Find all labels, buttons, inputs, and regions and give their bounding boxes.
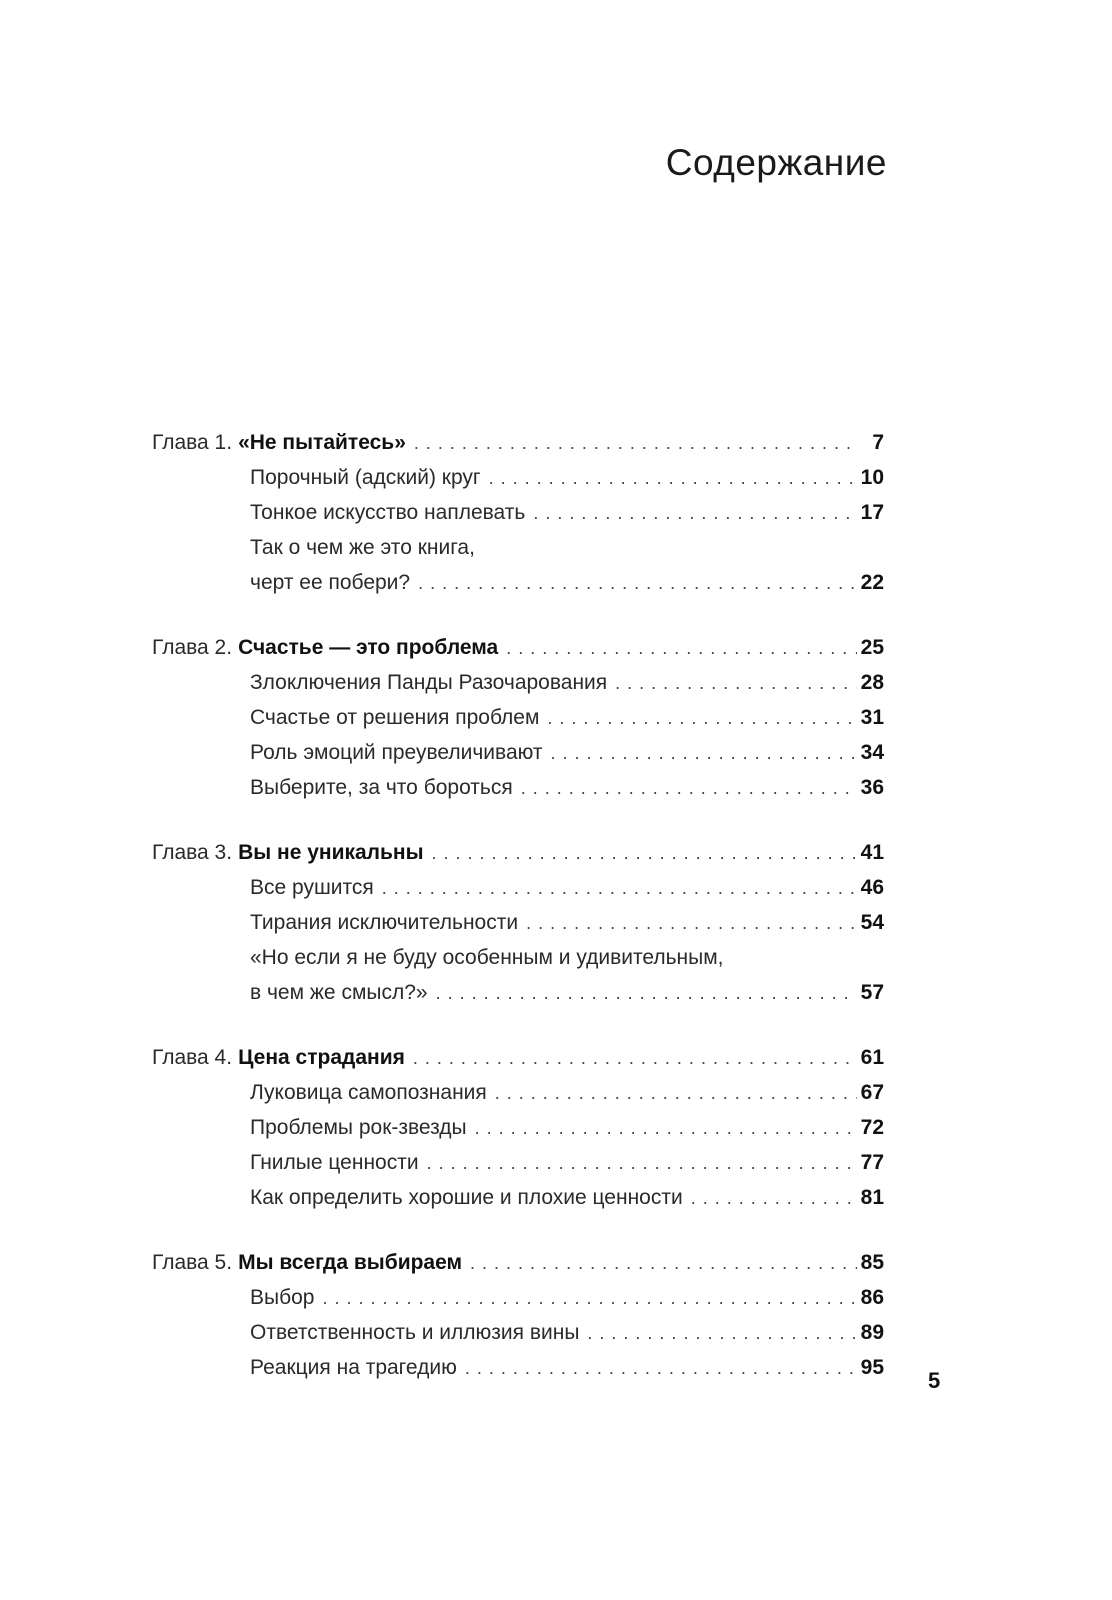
dot-leader	[489, 461, 857, 496]
section-title: Луковица самопознания	[250, 1081, 487, 1104]
dot-leader	[470, 1246, 857, 1281]
page-ref: 36	[860, 776, 884, 799]
dot-leader	[526, 906, 857, 941]
dot-leader	[465, 1351, 857, 1386]
section-entry[interactable]	[152, 975, 884, 1010]
section-title: Тирания исключительности	[250, 911, 519, 934]
chapter-title: «Не пытайтесь»	[238, 431, 406, 454]
chapter-title: Вы не уникальны	[238, 841, 424, 864]
dot-leader	[382, 871, 857, 906]
chapter-4	[152, 1040, 884, 1215]
section-title: Все рушится	[250, 876, 374, 899]
dot-leader	[691, 1181, 857, 1216]
dot-leader	[506, 631, 856, 666]
dot-leader	[475, 1111, 857, 1146]
chapter-heading[interactable]	[152, 1245, 884, 1280]
section-entry[interactable]	[152, 495, 884, 530]
section-entry[interactable]	[152, 1280, 884, 1315]
table-of-contents	[152, 425, 884, 1415]
page-ref: 46	[860, 876, 884, 899]
dot-leader	[418, 566, 857, 601]
page-ref: 22	[860, 571, 884, 594]
section-title: Реакция на трагедию	[250, 1356, 457, 1379]
page-ref: 28	[860, 671, 884, 694]
page-ref: 81	[860, 1186, 884, 1209]
dot-leader	[414, 426, 858, 461]
section-title: Счастье от решения проблем	[250, 706, 540, 729]
dot-leader	[547, 701, 856, 736]
chapter-title: Мы всегда выбираем	[238, 1251, 463, 1274]
chapter-heading[interactable]	[152, 425, 884, 460]
dot-leader	[436, 976, 857, 1011]
page-ref: 25	[860, 636, 884, 659]
page-ref: 34	[860, 741, 884, 764]
chapter-heading[interactable]	[152, 630, 884, 665]
section-entry[interactable]	[152, 870, 884, 905]
chapter-title: Счастье — это проблема	[238, 636, 499, 659]
section-entry[interactable]	[152, 1350, 884, 1385]
page-ref: 89	[860, 1321, 884, 1344]
chapter-label: Глава 2.	[152, 636, 233, 659]
section-title: Как определить хорошие и плохие ценности	[250, 1186, 683, 1209]
section-title: Проблемы рок-звезды	[250, 1116, 467, 1139]
section-entry[interactable]	[152, 1315, 884, 1350]
page-title: Содержание	[665, 142, 887, 183]
section-entry[interactable]	[152, 1110, 884, 1145]
dot-leader	[587, 1316, 856, 1351]
chapter-5	[152, 1245, 884, 1385]
section-title: Тонкое искусство наплевать	[250, 501, 526, 524]
section-entry[interactable]	[152, 460, 884, 495]
section-title-line1: «Но если я не буду особенным и удивительным,	[250, 946, 724, 969]
dot-leader	[432, 836, 857, 871]
page-ref: 17	[860, 501, 884, 524]
chapter-heading[interactable]	[152, 835, 884, 870]
section-title: черт ее побери?	[250, 571, 411, 594]
page-ref: 57	[860, 981, 884, 1004]
page-ref: 61	[860, 1046, 884, 1069]
section-title-line1: Так о чем же это книга,	[250, 536, 475, 559]
page-ref: 10	[860, 466, 884, 489]
chapter-title: Цена страдания	[238, 1046, 405, 1069]
dot-leader	[551, 736, 857, 771]
dot-leader	[521, 771, 857, 806]
dot-leader	[427, 1146, 857, 1181]
dot-leader	[323, 1281, 857, 1316]
section-title: Ответственность и иллюзия вины	[250, 1321, 580, 1344]
page-ref: 85	[860, 1251, 884, 1274]
page-ref: 67	[860, 1081, 884, 1104]
chapter-heading[interactable]	[152, 1040, 884, 1075]
chapter-1	[152, 425, 884, 600]
page-ref: 41	[860, 841, 884, 864]
section-entry[interactable]	[152, 1180, 884, 1215]
section-title: Выберите, за что бороться	[250, 776, 513, 799]
chapter-label: Глава 3.	[152, 841, 233, 864]
page-ref: 95	[860, 1356, 884, 1379]
section-entry-line1[interactable]	[152, 530, 884, 565]
section-title: Гнилые ценности	[250, 1151, 419, 1174]
section-title: Злоключения Панды Разочарования	[250, 671, 608, 694]
section-entry[interactable]	[152, 770, 884, 805]
section-title: в чем же смысл?»	[250, 981, 428, 1004]
page-ref: 7	[872, 431, 884, 454]
section-entry[interactable]	[152, 665, 884, 700]
page-ref: 54	[860, 911, 884, 934]
section-entry[interactable]	[152, 700, 884, 735]
section-entry[interactable]	[152, 565, 884, 600]
section-entry[interactable]	[152, 1145, 884, 1180]
chapter-2	[152, 630, 884, 805]
dot-leader	[413, 1041, 857, 1076]
section-title: Порочный (адский) круг	[250, 466, 481, 489]
section-entry[interactable]	[152, 905, 884, 940]
page-number: 5	[928, 1368, 941, 1393]
chapter-3	[152, 835, 884, 1010]
chapter-label: Глава 5.	[152, 1251, 233, 1274]
page-ref: 86	[860, 1286, 884, 1309]
page-ref: 72	[860, 1116, 884, 1139]
dot-leader	[495, 1076, 857, 1111]
chapter-label: Глава 1.	[152, 431, 233, 454]
section-title: Роль эмоций преувеличивают	[250, 741, 543, 764]
chapter-label: Глава 4.	[152, 1046, 233, 1069]
dot-leader	[533, 496, 856, 531]
dot-leader	[615, 666, 856, 701]
page-ref: 31	[860, 706, 884, 729]
section-entry[interactable]	[152, 1075, 884, 1110]
page-ref: 77	[860, 1151, 884, 1174]
section-title: Выбор	[250, 1286, 315, 1309]
section-entry[interactable]	[152, 735, 884, 770]
section-entry-line1[interactable]	[152, 940, 884, 975]
